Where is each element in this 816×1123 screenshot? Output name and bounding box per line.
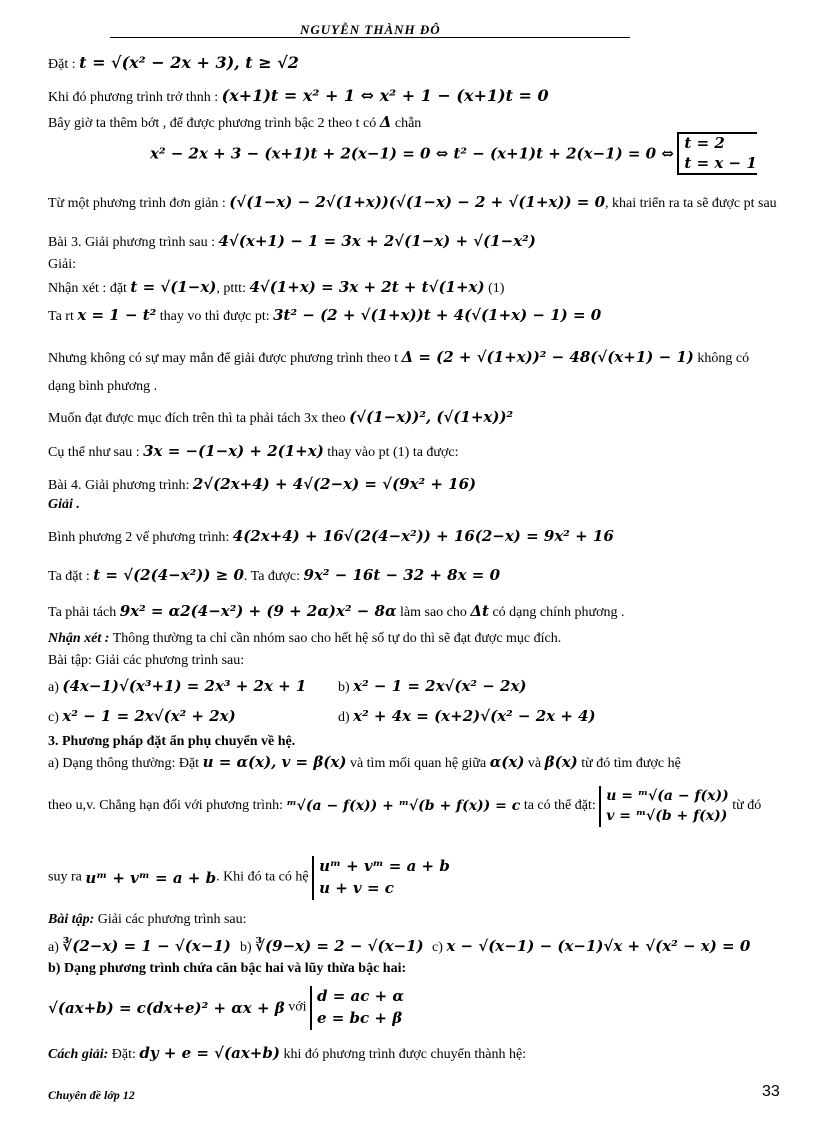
text: chẵn: [391, 116, 422, 131]
formula: 9x² − 16t − 32 + 8x = 0: [303, 566, 501, 584]
section-3b-formula: [48, 986, 404, 1030]
formula: x² − 1 = 2x√(x² + 2x): [62, 707, 236, 725]
line-10: [48, 348, 749, 368]
exercise-list: [48, 937, 231, 957]
line-19: [48, 631, 561, 648]
formula: ∛(9−x) = 2 − √(x−1): [255, 937, 424, 955]
line-11: [48, 379, 157, 396]
delta-symbol: Δ: [379, 113, 392, 131]
system-eq-2: v = ᵐ√(b + f(x)): [606, 808, 728, 825]
line-18: [48, 602, 625, 622]
label: b): [338, 680, 354, 695]
exercise-b2: [240, 937, 424, 957]
text: có dạng chính phương .: [488, 605, 625, 620]
label: d): [338, 710, 354, 725]
formula: Δ = (2 + √(1+x))² − 48(√(x+1) − 1): [401, 348, 694, 366]
exercise-d: [338, 707, 596, 727]
text: Bình phương 2 vế phương trình:: [48, 530, 233, 545]
formula: x² + 4x = (x+2)√(x² − 2x + 4): [353, 707, 596, 725]
line-1: [48, 53, 299, 74]
text: Giải .: [48, 497, 80, 512]
text: suy ra: [48, 869, 86, 885]
label: b): [240, 940, 256, 955]
formula: (√(1−x) − 2√(1+x))(√(1−x) − 2 + √(1+x)) = 0: [229, 193, 606, 211]
exercise-a: [48, 677, 306, 697]
formula: 4√(x+1) − 1 = 3x + 2√(1−x) + √(1−x²): [218, 232, 536, 250]
text: Bài 4. Giải phương trình:: [48, 478, 193, 493]
formula: x − √(x−1) − (x−1)√x + √(x² − x) = 0: [446, 937, 751, 955]
text: Ta rt: [48, 309, 78, 324]
exercise-c2: [432, 937, 750, 957]
text: , pttt:: [216, 281, 250, 296]
method-line: [48, 1044, 526, 1064]
text: a) Dạng thông thường: Đặt: [48, 756, 203, 771]
text: Đặt :: [48, 57, 80, 72]
text: làm sao cho: [396, 605, 471, 620]
section-3a-line-1: [48, 753, 681, 773]
text: không có: [693, 351, 750, 366]
line-3: [48, 113, 421, 133]
formula: uᵐ + vᵐ = a + b: [85, 868, 217, 887]
formula: √(ax+b) = c(dx+e)² + αx + β: [48, 998, 285, 1017]
system-eq-1: d = ac + α: [317, 987, 404, 1005]
text: , khai triển ra ta sẽ được pt sau: [605, 196, 777, 211]
exercise-b: [338, 677, 527, 697]
line-16: [48, 527, 614, 547]
line-4: [150, 132, 757, 175]
method-label: Cách giải:: [48, 1047, 109, 1062]
text: Ta phải tách: [48, 605, 120, 620]
text: và: [524, 756, 545, 771]
formula: 4(2x+4) + 16√(2(4−x²)) + 16(2−x) = 9x² + 16: [232, 527, 614, 545]
system-eq-1: uᵐ + vᵐ = a + b: [319, 857, 450, 875]
formula: (x+1)t = x² + 1 ⇔ x² + 1 − (x+1)t = 0: [221, 86, 549, 105]
formula: ᵐ√(a − f(x)) + ᵐ√(b + f(x)) = c: [286, 797, 521, 814]
line-20: [48, 653, 244, 670]
system-eq-2: u + v = c: [319, 878, 394, 897]
header-title: NGUYỄN THÀNH ĐÔ: [300, 22, 441, 37]
text: Khi đó phương trình trở thnh :: [48, 90, 222, 105]
formula: β(x): [544, 753, 578, 771]
formula: 9x² = α2(4−x²) + (9 + 2α)x² − 8α: [119, 602, 397, 620]
text: ta có thể đặt:: [520, 797, 600, 813]
system-brace: [312, 856, 450, 900]
formula: α(x): [489, 753, 525, 771]
line-14: [48, 475, 476, 495]
label: c): [432, 940, 447, 955]
text: và tìm mối quan hệ giữa: [346, 756, 490, 771]
label: a): [48, 680, 63, 695]
solution-bracket: [677, 132, 756, 175]
formula: (4x−1)√(x³+1) = 2x³ + 2x + 1: [62, 677, 307, 695]
formula: x² − 1 = 2x√(x² − 2x): [353, 677, 527, 695]
section-3a-line-3: [48, 856, 450, 900]
line-9: [48, 306, 601, 326]
case-1: t = 2: [684, 134, 725, 152]
text: Đặt:: [108, 1047, 140, 1062]
formula: x² − 2x + 3 − (x+1)t + 2(x−1) = 0 ⇔ t² − (x+1)t + 2(x−1) = 0 ⇔: [150, 144, 674, 163]
line-6: [48, 232, 536, 252]
text: Nhận xét : đặt: [48, 281, 131, 296]
text: Nhưng không có sự may mắn để giải được phương trình theo t: [48, 351, 402, 366]
text: từ đó tìm được hệ: [577, 756, 681, 771]
formula: x = 1 − t²: [77, 306, 157, 324]
text: Giải:: [48, 257, 76, 272]
formula: 3x = −(1−x) + 2(1+x): [143, 442, 324, 460]
line-17: [48, 566, 500, 586]
text: Cụ thể như sau :: [48, 445, 144, 460]
system-brace: [599, 786, 728, 827]
system-brace: [310, 986, 404, 1030]
formula: 4√(1+x) = 3x + 2t + t√(1+x): [249, 278, 485, 296]
label: a): [48, 940, 63, 955]
text: . Khi đó ta có hệ: [216, 869, 313, 885]
heading: b) Dạng phương trình chứa căn bậc hai và lũy thừa bậc hai:: [48, 961, 407, 976]
text: Giải các phương trình sau:: [94, 912, 247, 927]
text: . Ta được:: [243, 569, 304, 584]
formula: 2√(2x+4) + 4√(2−x) = √(9x² + 16): [192, 475, 477, 493]
footer-label: Chuyên đề lớp 12: [48, 1088, 135, 1102]
text: Thông thường ta chỉ cần nhóm sao cho hết hệ số tự do thì sẽ đạt được mục đích.: [109, 631, 562, 646]
text: (1): [484, 281, 505, 296]
line-12: [48, 408, 513, 428]
text: khi đó phương trình được chuyển thành hệ:: [279, 1047, 527, 1062]
remark-label: Nhận xét :: [48, 631, 110, 646]
formula: (√(1−x))², (√(1+x))²: [349, 408, 514, 426]
section-3b-heading: [48, 961, 406, 978]
system-eq-1: u = ᵐ√(a − f(x)): [606, 788, 729, 804]
text: Bài tập: Giải các phương trình sau:: [48, 653, 245, 668]
formula: dy + e = √(ax+b): [139, 1044, 280, 1062]
text: theo u,v. Chẳng hạn đối với phương trình:: [48, 797, 287, 813]
text: Bây giờ ta thêm bớt , để được phương trình bậc 2 theo t có: [48, 116, 380, 131]
line-5: [48, 193, 777, 213]
text: Từ một phương trình đơn giản :: [48, 196, 230, 211]
text: Muốn đạt được mục đích trên thì ta phải tách 3x theo: [48, 411, 350, 426]
text: Ta đặt :: [48, 569, 94, 584]
case-2: t = x − 1: [684, 153, 757, 172]
formula: t = √(1−x): [130, 278, 217, 296]
line-15: [48, 497, 80, 514]
line-8: [48, 278, 504, 298]
text: dạng bình phương .: [48, 379, 158, 394]
label: c): [48, 710, 63, 725]
text: thay vào pt (1) ta được:: [323, 445, 459, 460]
heading: 3. Phương pháp đặt ẩn phụ chuyển về hệ.: [48, 734, 296, 749]
formula: t = √(2(4−x²)) ≥ 0: [93, 566, 244, 584]
section-3a-line-2: [48, 786, 761, 827]
line-7: [48, 257, 76, 274]
header-rule: [110, 37, 630, 38]
exercise-label: Bài tập:: [48, 912, 95, 927]
text: từ đó: [728, 797, 762, 813]
delta-symbol: Δt: [470, 602, 489, 620]
exercise-c: [48, 707, 236, 727]
text: với: [284, 999, 310, 1015]
line-13: [48, 442, 459, 462]
text: Bài 3. Giải phương trình sau :: [48, 235, 219, 250]
system-eq-2: e = bc + β: [317, 1008, 403, 1027]
formula: 3t² − (2 + √(1+x))t + 4(√(1+x) − 1) = 0: [273, 306, 602, 324]
text: thay vo thì được pt:: [156, 309, 274, 324]
formula: t = √(x² − 2x + 3), t ≥ √2: [79, 53, 299, 72]
formula: u = α(x), v = β(x): [202, 753, 347, 771]
exercise-heading: [48, 912, 247, 929]
section-3-heading: [48, 734, 295, 751]
line-2: [48, 86, 549, 107]
page-number: 33: [762, 1083, 780, 1100]
formula: ∛(2−x) = 1 − √(x−1): [62, 937, 231, 955]
